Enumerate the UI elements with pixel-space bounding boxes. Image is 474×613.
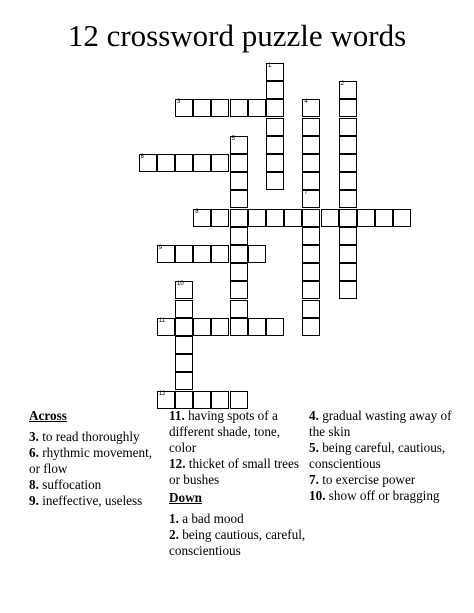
grid-cell[interactable] (248, 99, 266, 117)
grid-cell[interactable] (193, 154, 211, 172)
cell-number: 7 (304, 190, 308, 197)
grid-cell[interactable] (211, 209, 229, 227)
grid-cell[interactable] (211, 99, 229, 117)
grid-cell[interactable] (193, 391, 211, 409)
cell-number: 12 (158, 390, 166, 397)
grid-cell[interactable] (193, 209, 211, 227)
grid-cell[interactable] (339, 245, 357, 263)
grid-cell[interactable] (302, 318, 320, 336)
grid-cell[interactable] (302, 136, 320, 154)
grid-cell[interactable] (302, 227, 320, 245)
grid-cell[interactable] (393, 209, 411, 227)
grid-cell[interactable] (139, 154, 157, 172)
grid-cell[interactable] (339, 190, 357, 208)
grid-cell[interactable] (266, 136, 284, 154)
cell-number: 11 (158, 317, 166, 324)
grid-cell[interactable] (266, 81, 284, 99)
grid-cell[interactable] (230, 209, 248, 227)
clue-across-3: 3. to read thoroughly (29, 429, 140, 444)
clue-down-10: 10. show off or bragging (309, 488, 440, 503)
grid-cell[interactable] (230, 245, 248, 263)
cell-number: 2 (340, 81, 345, 88)
cell-number: 5 (231, 135, 235, 142)
grid-cell[interactable] (339, 263, 357, 281)
across-heading: Across (29, 408, 67, 423)
grid-cell[interactable] (339, 227, 357, 245)
cell-number: 3 (177, 99, 181, 106)
grid-cell[interactable] (339, 118, 357, 136)
grid-cell[interactable] (175, 336, 193, 354)
grid-cell[interactable] (157, 318, 175, 336)
grid-cell[interactable] (230, 99, 248, 117)
clue-across-12: 12. thicket of small trees or bushes (169, 456, 300, 487)
cell-number: 1 (268, 63, 272, 69)
grid-cell[interactable] (175, 318, 193, 336)
grid-cell[interactable] (248, 209, 266, 227)
clue-down-5: 5. being careful, cautious, conscientious (309, 440, 446, 471)
grid-cell[interactable] (266, 99, 284, 117)
grid-cell[interactable] (248, 318, 266, 336)
grid-cell[interactable] (302, 172, 320, 190)
clue-column-3 (309, 408, 469, 504)
grid-cell[interactable] (302, 281, 320, 299)
grid-cell[interactable] (302, 300, 320, 318)
grid-cell[interactable] (157, 391, 175, 409)
grid-cell[interactable] (230, 227, 248, 245)
grid-cell[interactable] (339, 209, 357, 227)
clue-down-7: 7. to exercise power (309, 472, 416, 487)
grid-cell[interactable] (302, 99, 320, 117)
grid-cell[interactable] (321, 209, 339, 227)
clue-down-4: 4. gradual wasting away of the skin (309, 408, 452, 439)
grid-cell[interactable] (211, 391, 229, 409)
grid-cell[interactable] (230, 172, 248, 190)
grid-cell[interactable] (193, 245, 211, 263)
clue-across-8: 8. suffocation (29, 477, 102, 492)
grid-cell[interactable] (175, 372, 193, 390)
grid-cell[interactable] (357, 209, 375, 227)
grid-cell[interactable] (339, 81, 357, 99)
clue-across-6: 6. rhythmic movement, or flow (29, 445, 153, 476)
grid-cell[interactable] (211, 154, 229, 172)
grid-cell[interactable] (230, 318, 248, 336)
grid-cell[interactable] (157, 245, 175, 263)
grid-cell[interactable] (266, 118, 284, 136)
clue-down-1: 1. a bad mood (169, 511, 244, 526)
cell-number: 4 (304, 99, 308, 106)
grid-cell[interactable] (248, 245, 266, 263)
grid-cell[interactable] (175, 300, 193, 318)
grid-cell[interactable] (175, 245, 193, 263)
grid-cell[interactable] (339, 281, 357, 299)
grid-cell[interactable] (230, 154, 248, 172)
grid-cell[interactable] (266, 154, 284, 172)
grid-cell[interactable] (193, 318, 211, 336)
grid-cell[interactable] (302, 154, 320, 172)
grid-cell[interactable] (157, 154, 175, 172)
grid-cell[interactable] (230, 136, 248, 154)
grid-cell[interactable] (339, 172, 357, 190)
down-heading: Down (169, 490, 202, 505)
clue-column-2 (169, 408, 309, 559)
grid-cell[interactable] (230, 190, 248, 208)
grid-cell[interactable] (175, 391, 193, 409)
grid-cell[interactable] (284, 209, 302, 227)
cell-number: 6 (140, 154, 144, 160)
grid-cell[interactable] (230, 263, 248, 281)
grid-cell[interactable] (230, 281, 248, 299)
cell-number: 10 (177, 281, 184, 288)
grid-cell[interactable] (302, 209, 320, 227)
grid-cell[interactable] (339, 154, 357, 172)
clue-down-2: 2. being cautious, careful, conscientious (169, 527, 306, 558)
grid-cell[interactable] (175, 99, 193, 117)
puzzle-title: 12 crossword puzzle words (67, 18, 407, 53)
grid-cell[interactable] (302, 118, 320, 136)
grid-cell[interactable] (230, 391, 248, 409)
grid-cell[interactable] (266, 318, 284, 336)
grid-cell[interactable] (193, 99, 211, 117)
grid-cell[interactable] (175, 281, 193, 299)
clue-across-11: 11. having spots of a different shade, tone, color (169, 408, 281, 455)
cell-number: 9 (158, 245, 163, 251)
grid-cell[interactable] (266, 209, 284, 227)
grid-cell[interactable] (339, 136, 357, 154)
grid-cell[interactable] (302, 190, 320, 208)
grid-cell[interactable] (175, 154, 193, 172)
grid-cell[interactable] (175, 354, 193, 372)
grid-cell[interactable] (211, 318, 229, 336)
grid-cell[interactable] (302, 263, 320, 281)
grid-cell[interactable] (302, 245, 320, 263)
grid-cell[interactable] (211, 245, 229, 263)
grid-cell[interactable] (230, 300, 248, 318)
grid-cell[interactable] (266, 63, 284, 81)
grid-cell[interactable] (266, 172, 284, 190)
grid-cell[interactable] (339, 99, 357, 117)
cell-number: 8 (195, 208, 199, 215)
grid-cell[interactable] (375, 209, 393, 227)
clue-column-1 (29, 408, 164, 509)
clue-across-9: 9. ineffective, useless (29, 493, 143, 508)
